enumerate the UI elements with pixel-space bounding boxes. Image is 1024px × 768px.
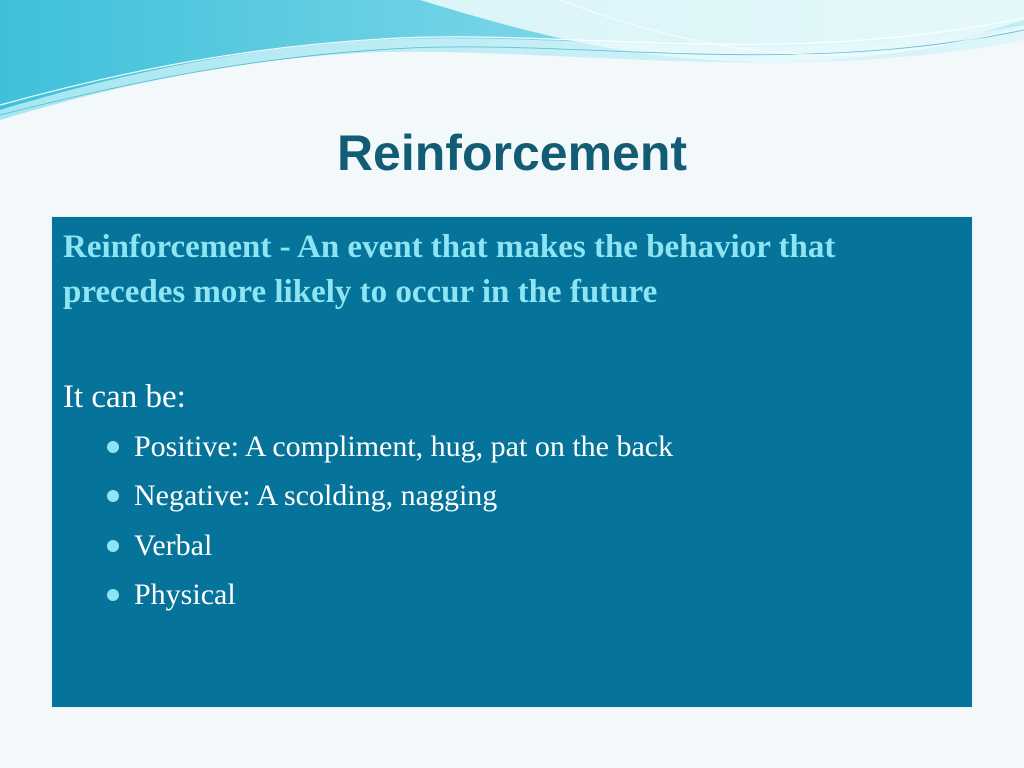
list-item (107, 422, 673, 472)
list-item (107, 571, 673, 621)
definition-text: Reinforcement - An event that makes the behavior that precedes more likely to occur in the future (63, 229, 836, 310)
bullet-list (107, 422, 673, 620)
intro-text: It can be: (63, 379, 186, 415)
bullet-text: Positive: A compliment, hug, pat on the back (134, 429, 674, 463)
bullet-text: Negative: A scolding, nagging (134, 479, 498, 513)
list-item (107, 521, 673, 571)
bullet-text: Physical (134, 578, 236, 612)
bullet-icon (107, 441, 119, 453)
bullet-icon (107, 589, 119, 601)
bullet-icon (107, 540, 119, 552)
content-box (51, 216, 973, 708)
slide-title: Reinforcement (336, 125, 688, 181)
decorative-wave-header (0, 0, 1024, 130)
list-item (107, 472, 673, 522)
bullet-text: Verbal (134, 528, 213, 562)
bullet-icon (107, 490, 119, 502)
